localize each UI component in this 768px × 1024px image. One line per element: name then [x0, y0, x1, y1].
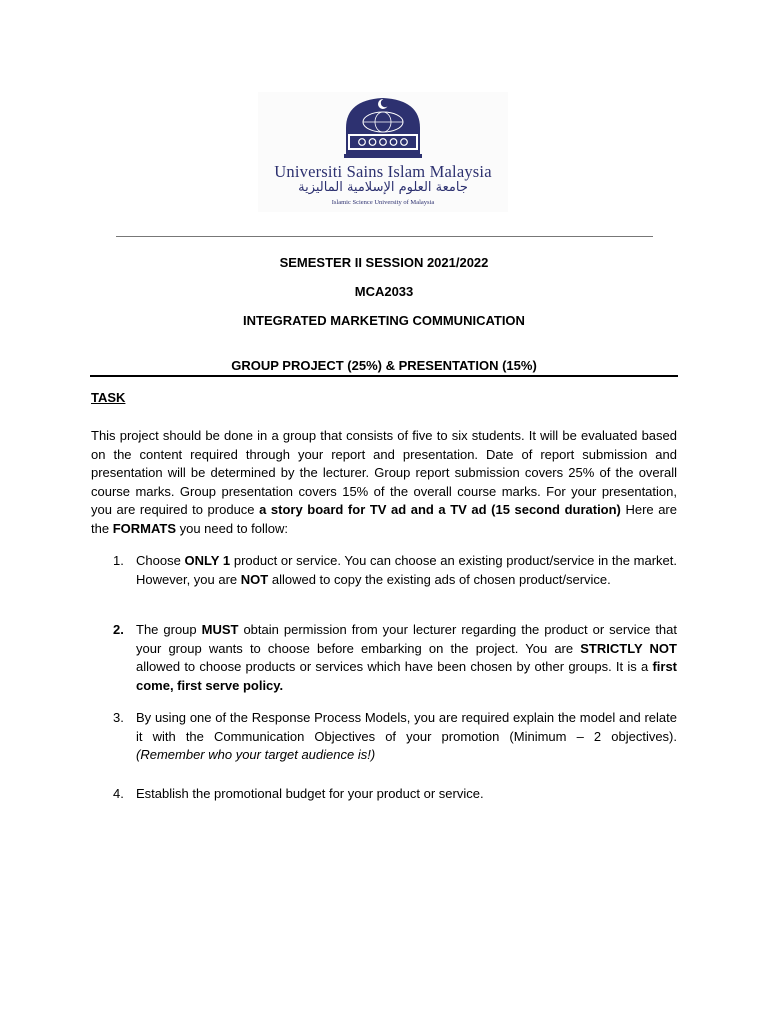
- assessment-title: GROUP PROJECT (25%) & PRESENTATION (15%): [231, 358, 537, 373]
- logo-university-name: Universiti Sains Islam Malaysia: [274, 162, 492, 181]
- course-code: MCA2033: [354, 284, 414, 299]
- list-number: 1.: [113, 553, 124, 568]
- list-number: 2.: [113, 622, 124, 637]
- university-logo: [258, 92, 508, 212]
- section-divider: [90, 375, 678, 377]
- task-intro-paragraph: This project should be done in a group that consists of five to six students. It will be evaluated based on the content required through your report and presentation. Date of report submission and presentation will be determined by the lecturer. Group report submission covers 25% of the overall course marks. Group presentation covers 15% of the overall course marks. For your presentation, you are required to produce a story board for TV ad and a TV ad (15 second duration) Here are the FORMATS you need to follow:: [91, 428, 677, 536]
- header-divider: [116, 236, 653, 237]
- list-item-text: The group MUST obtain permission from your lecturer regarding the product or service that your group wants to choose before embarking on the project. You are STRICTLY NOT allowed to choose products or services which have been chosen by other groups. It is a first come, first serve policy.: [136, 622, 678, 693]
- list-number: 4.: [113, 786, 124, 801]
- list-item-text: Establish the promotional budget for your product or service.: [136, 786, 484, 801]
- dome-emblem-icon: [258, 92, 508, 162]
- semester-title: SEMESTER II SESSION 2021/2022: [279, 255, 489, 270]
- task-heading: TASK: [91, 390, 126, 405]
- logo-subtitle: Islamic Science University of Malaysia: [331, 199, 435, 206]
- list-item-text: By using one of the Response Process Models, you are required explain the model and relate it with the Communication Objectives of your promotion (Minimum – 2 objectives). (Remember who your target audience is!): [136, 710, 677, 763]
- list-item-text: Choose ONLY 1 product or service. You can choose an existing product/service in the market. However, you are NOT allowed to copy the existing ads of chosen product/service.: [136, 553, 678, 587]
- course-name: INTEGRATED MARKETING COMMUNICATION: [243, 313, 525, 328]
- list-number: 3.: [113, 710, 124, 725]
- logo-arabic-name: جامعة العلوم الإسلامية الماليزية: [298, 180, 468, 195]
